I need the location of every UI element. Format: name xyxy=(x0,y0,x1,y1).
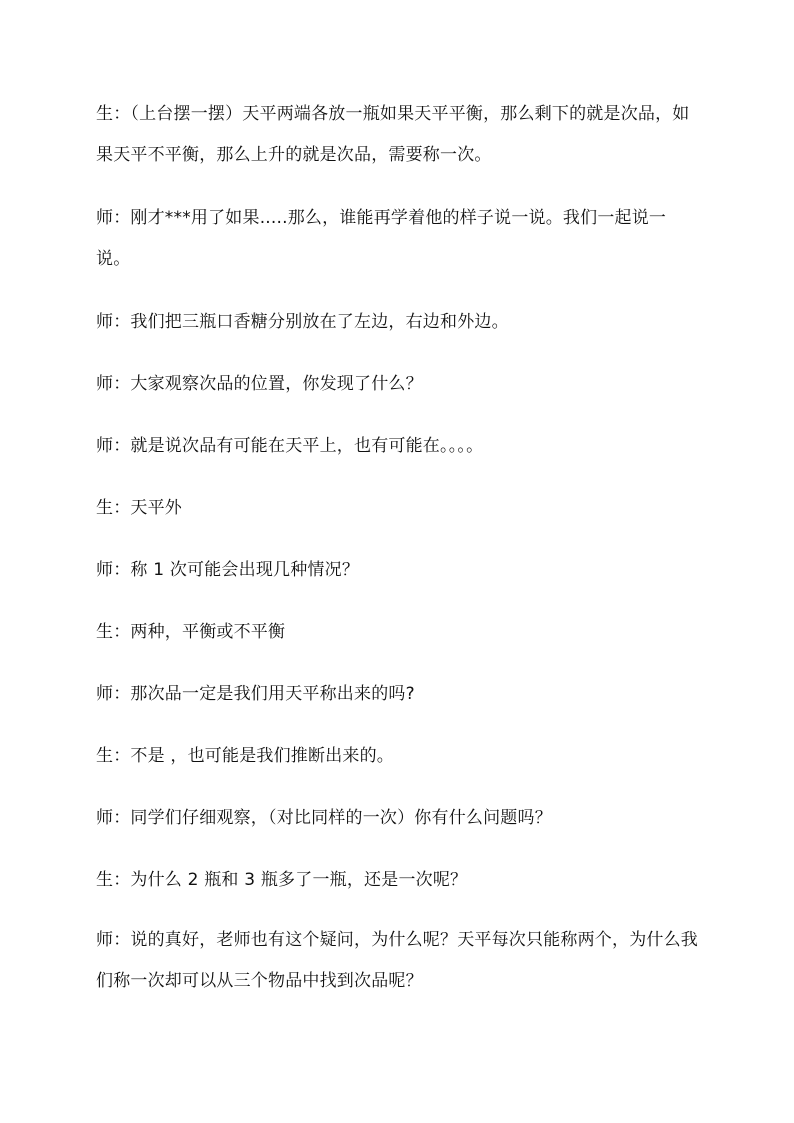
paragraph-teacher-6: 师：那次品一定是我们用天平称出来的吗? xyxy=(96,684,415,704)
paragraph-student-4: 生：不是 ，也可能是我们推断出来的。 xyxy=(96,746,395,766)
paragraph-teacher-3: 师：大家观察次品的位置，你发现了什么？ xyxy=(96,374,423,394)
paragraph-teacher-8: 师：说的真好，老师也有这个疑问，为什么呢？天平每次只能称两个，为什么我们称一次却可以从三个物品中找到次品呢？ xyxy=(96,930,698,991)
paragraph-teacher-7: 师：同学们仔细观察，（对比同样的一次）你有什么问题吗？ xyxy=(96,808,552,828)
paragraph-student-2: 生：天平外 xyxy=(96,498,182,518)
paragraph-teacher-4: 师：就是说次品有可能在天平上，也有可能在。。。。 xyxy=(96,436,484,456)
paragraph-teacher-2: 师：我们把三瓶口香糖分别放在了左边，右边和外边。 xyxy=(96,312,509,332)
paragraph-student-5: 生：为什么 2 瓶和 3 瓶多了一瓶，还是一次呢？ xyxy=(96,870,468,890)
paragraph-student-1: 生：（上台摆一摆）天平两端各放一瓶如果天平平衡，那么剩下的就是次品，如果天平不平衡，那么上升的就是次品，需要称一次。 xyxy=(96,104,690,165)
paragraph-student-3: 生：两种，平衡或不平衡 xyxy=(96,622,286,642)
paragraph-teacher-1: 师：刚才***用了如果.....那么，谁能再学着他的样子说一说。我们一起说一说。 xyxy=(96,208,667,269)
paragraph-teacher-5: 师：称 1 次可能会出现几种情况？ xyxy=(96,560,360,580)
